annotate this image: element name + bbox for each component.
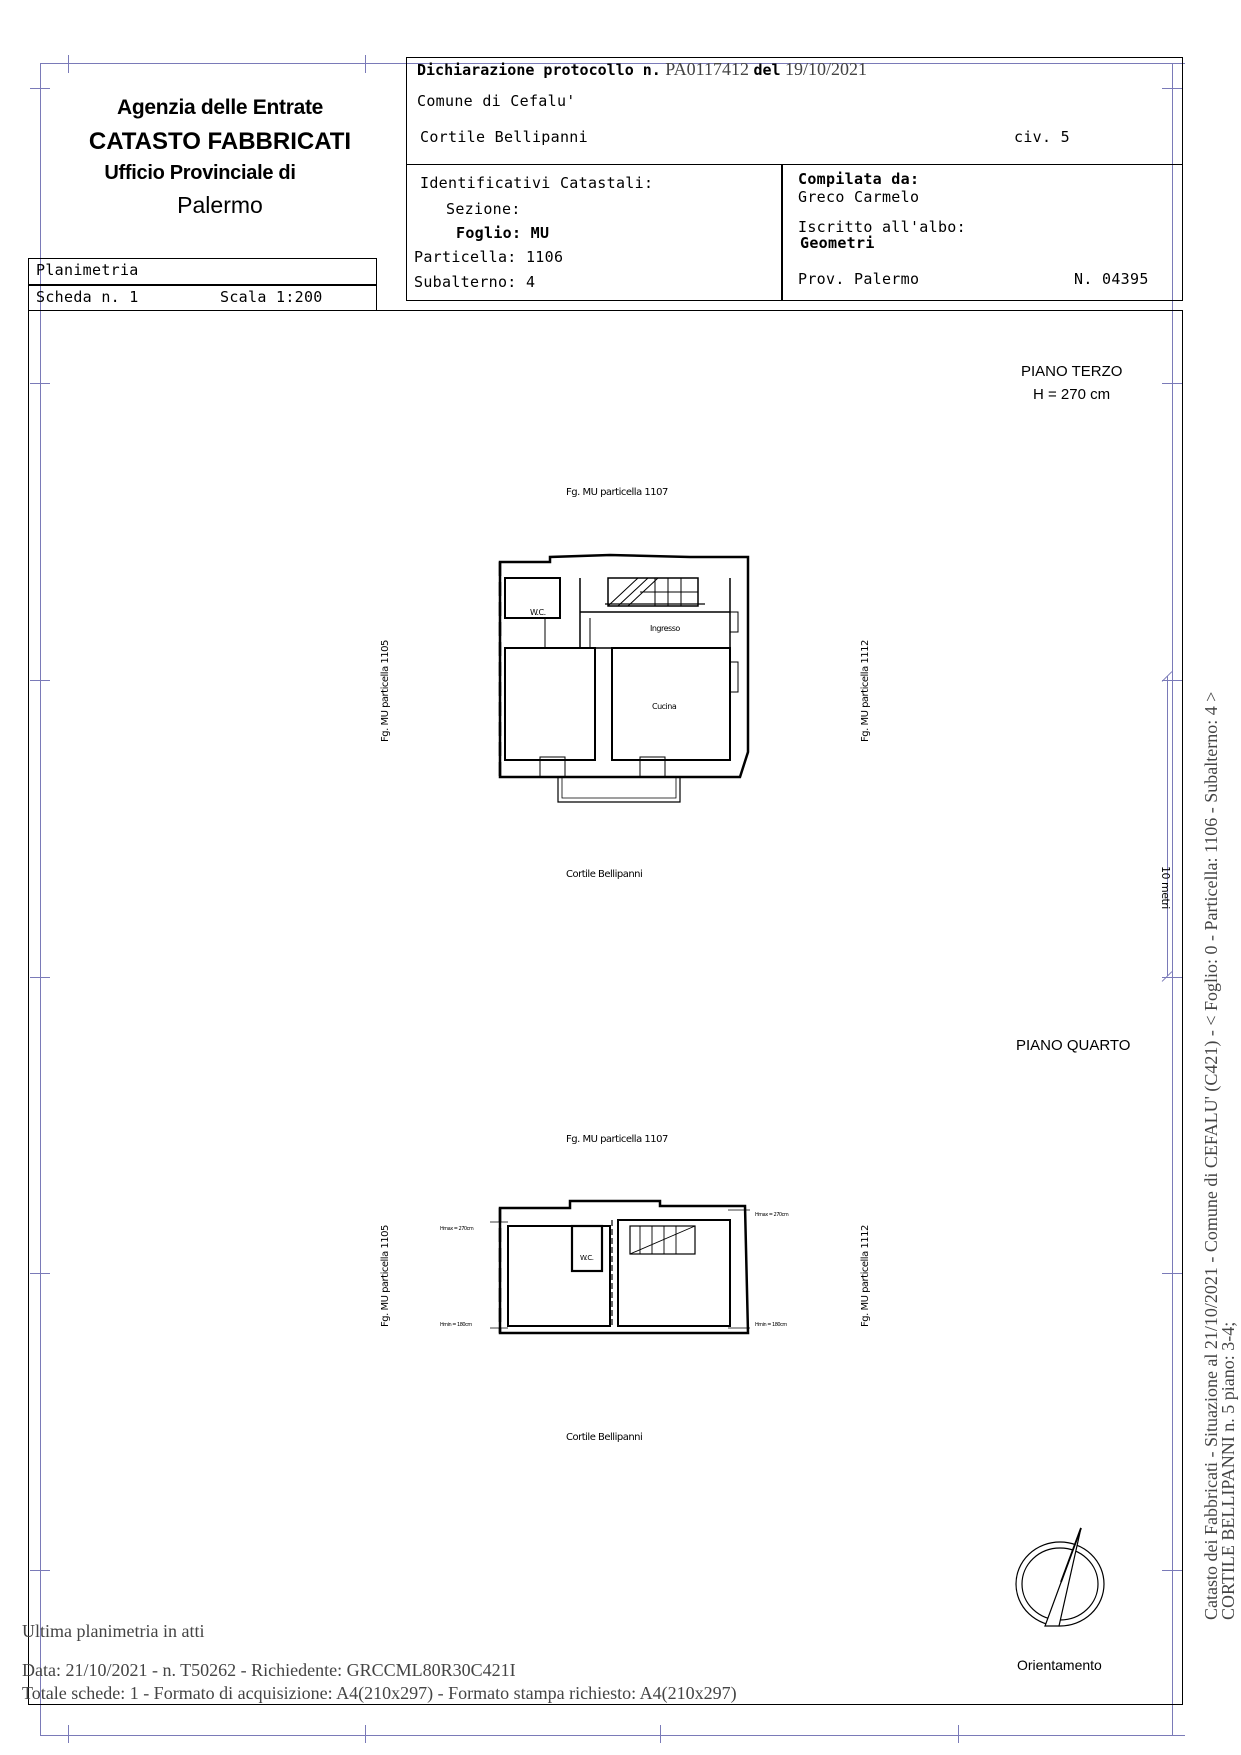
north-arrow-icon xyxy=(1005,1522,1115,1632)
catasto-title: CATASTO FABBRICATI xyxy=(88,128,352,155)
east-neighbor-lower: Fg. MU particella 1112 xyxy=(860,1225,871,1327)
height-label-upper: H = 270 cm xyxy=(1033,386,1111,403)
protocol-number: PA0117412 xyxy=(665,59,749,79)
scala-label: Scala 1:200 xyxy=(220,288,323,306)
compiler-title: Compilata da: xyxy=(798,170,920,188)
subalterno-label: Subalterno: 4 xyxy=(414,273,536,291)
orientation-label: Orientamento xyxy=(1017,1657,1102,1673)
footer-totale: Totale schede: 1 - Formato di acquisizione: A4(210x297) - Formato stampa richiesto: A4(210x297) xyxy=(22,1683,737,1703)
west-neighbor-upper: Fg. MU particella 1105 xyxy=(380,640,391,742)
footer-ultima: Ultima planimetria in atti xyxy=(22,1621,205,1641)
civ-label: civ. 5 xyxy=(1014,128,1070,146)
prov-label: Prov. Palermo xyxy=(798,270,920,288)
floor-label-upper: PIANO TERZO xyxy=(1021,363,1123,380)
declaration-prefix: Dichiarazione protocollo n. xyxy=(417,61,661,79)
del-label: del xyxy=(753,61,781,79)
north-neighbor-lower: Fg. MU particella 1107 xyxy=(566,1134,668,1145)
hmax-right: Hmax = 270cm xyxy=(755,1212,789,1218)
scheda-label: Scheda n. 1 xyxy=(36,288,139,306)
north-neighbor-upper: Fg. MU particella 1107 xyxy=(566,487,668,498)
west-neighbor-lower: Fg. MU particella 1105 xyxy=(380,1225,391,1327)
drawing-frame xyxy=(28,310,1183,1705)
south-label-lower: Cortile Bellipanni xyxy=(566,1432,643,1443)
scale-bar-label: 10 metri xyxy=(1159,866,1172,909)
room-ingresso-upper: Ingresso xyxy=(650,624,680,633)
hmax-left: Hmax = 270cm xyxy=(440,1226,474,1232)
agency-name: Agenzia delle Entrate xyxy=(116,96,324,119)
floor-plan-upper xyxy=(490,552,750,807)
east-neighbor-upper: Fg. MU particella 1112 xyxy=(860,640,871,742)
declaration-date: 19/10/2021 xyxy=(785,59,868,79)
sezione-label: Sezione: xyxy=(446,200,521,218)
room-cucina-upper: Cucina xyxy=(652,702,677,711)
south-label-upper: Cortile Bellipanni xyxy=(566,869,643,880)
room-wc-upper: W.C. xyxy=(530,608,546,617)
comune-label: Comune di Cefalu' xyxy=(417,92,576,110)
side-text-line2: CORTILE BELLIPANNI n. 5 piano: 3-4; xyxy=(1218,1321,1238,1620)
hmin-right: Hmin = 180cm xyxy=(755,1322,787,1328)
declaration-line xyxy=(417,59,867,80)
address-label: Cortile Bellipanni xyxy=(420,128,588,146)
footer-data: Data: 21/10/2021 - n. T50262 - Richiedente: GRCCML80R30C421I xyxy=(22,1660,516,1680)
albo-value: Geometri xyxy=(800,234,875,252)
hmin-left: Hmin = 180cm xyxy=(440,1322,472,1328)
foglio-label: Foglio: MU xyxy=(456,224,550,242)
compiler-name: Greco Carmelo xyxy=(798,188,920,206)
albo-label: Iscritto all'albo: xyxy=(798,218,966,236)
albo-number: N. 04395 xyxy=(1074,270,1149,288)
identifiers-title: Identificativi Catastali: xyxy=(420,174,654,192)
provincia-label: Palermo xyxy=(177,192,263,218)
planimetria-label: Planimetria xyxy=(36,261,139,279)
ufficio-label: Ufficio Provinciale di xyxy=(104,162,296,184)
room-wc-lower: W.C. xyxy=(580,1254,594,1262)
floor-plan-lower xyxy=(490,1198,750,1348)
particella-label: Particella: 1106 xyxy=(414,248,564,266)
side-text-line1: Catasto dei Fabbricati - Situazione al 21/10/2021 - Comune di CEFALU' (C421) - < Foglio: 0 - Particella: 1106 - Subalterno: 4 > xyxy=(1201,691,1221,1620)
floor-label-lower: PIANO QUARTO xyxy=(1016,1037,1131,1054)
